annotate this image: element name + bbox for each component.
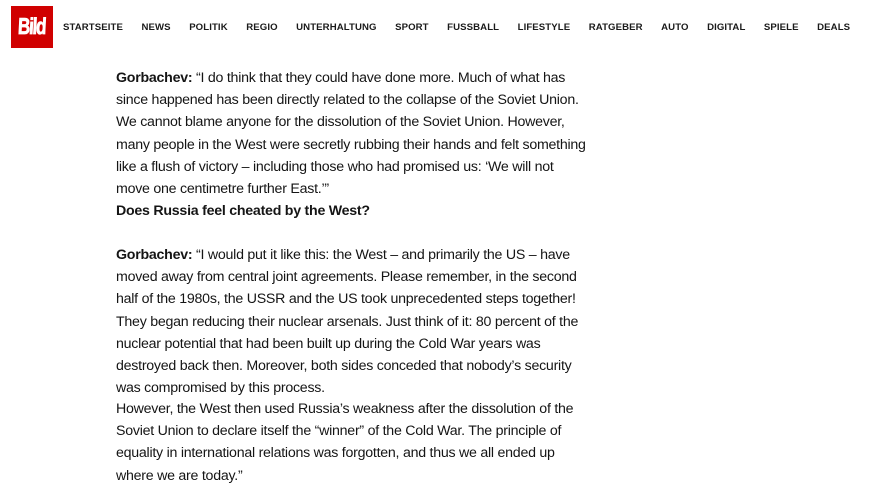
- nav-item-fussball[interactable]: FUSSBALL: [447, 21, 500, 33]
- answer-text: “I would put it like this: the West – and primarily the US – have moved away from central joint agreements. Please remember, in the second half of the 1980s, the USSR and the US took unprecedented steps together! They began reducing their nuclear arsenals. Just think of it: 80 percent of the nuclear potential that had been built up during the Cold War years was destroyed back then. Moreover, both sides conceded that nobody’s security was compromised by this process.: [116, 247, 579, 397]
- bild-logo[interactable]: [11, 6, 53, 48]
- nav-item-ratgeber[interactable]: RATGEBER: [588, 21, 643, 33]
- interview-question: Does Russia feel cheated by the West?: [116, 203, 370, 219]
- nav-item-startseite[interactable]: STARTSEITE: [63, 21, 123, 33]
- answer-text: “I do think that they could have done more. Much of what has since happened has been directly related to the collapse of the Soviet Union. We cannot blame anyone for the dissolution of the Soviet Union. However, many people in the West were secretly rubbing their hands and felt something like a flush of victory – including those who had promised us: ‘We will not move one centimetre further East.’”: [116, 70, 586, 198]
- nav-item-politik[interactable]: POLITIK: [189, 21, 228, 33]
- nav-item-spiele[interactable]: SPIELE: [763, 21, 799, 33]
- nav-item-deals[interactable]: DEALS: [817, 21, 851, 33]
- answer-paragraph-1: [116, 67, 586, 200]
- nav-item-digital[interactable]: DIGITAL: [707, 21, 746, 33]
- nav-item-sport[interactable]: SPORT: [395, 21, 429, 33]
- nav-item-unterhaltung[interactable]: UNTERHALTUNG: [296, 21, 377, 33]
- answer-paragraph-2: [116, 244, 586, 399]
- main-nav-list: [63, 0, 869, 54]
- nav-item-lifestyle[interactable]: LIFESTYLE: [517, 21, 571, 33]
- speaker-label: Gorbachev:: [116, 247, 193, 263]
- nav-item-news[interactable]: NEWS: [141, 21, 171, 33]
- speaker-label: Gorbachev:: [116, 70, 193, 86]
- top-navigation-bar: [0, 0, 851, 54]
- answer-paragraph-3: However, the West then used Russia’s weakness after the dissolution of the Soviet Union to declare itself the “winner” of the Cold War. The principle of equality in international relations was forgotten, and thus we all ended up where we are today.”: [116, 401, 574, 484]
- bild-logo-text: Bild: [17, 13, 47, 40]
- nav-item-auto[interactable]: AUTO: [661, 21, 689, 33]
- nav-item-regio[interactable]: REGIO: [246, 21, 278, 33]
